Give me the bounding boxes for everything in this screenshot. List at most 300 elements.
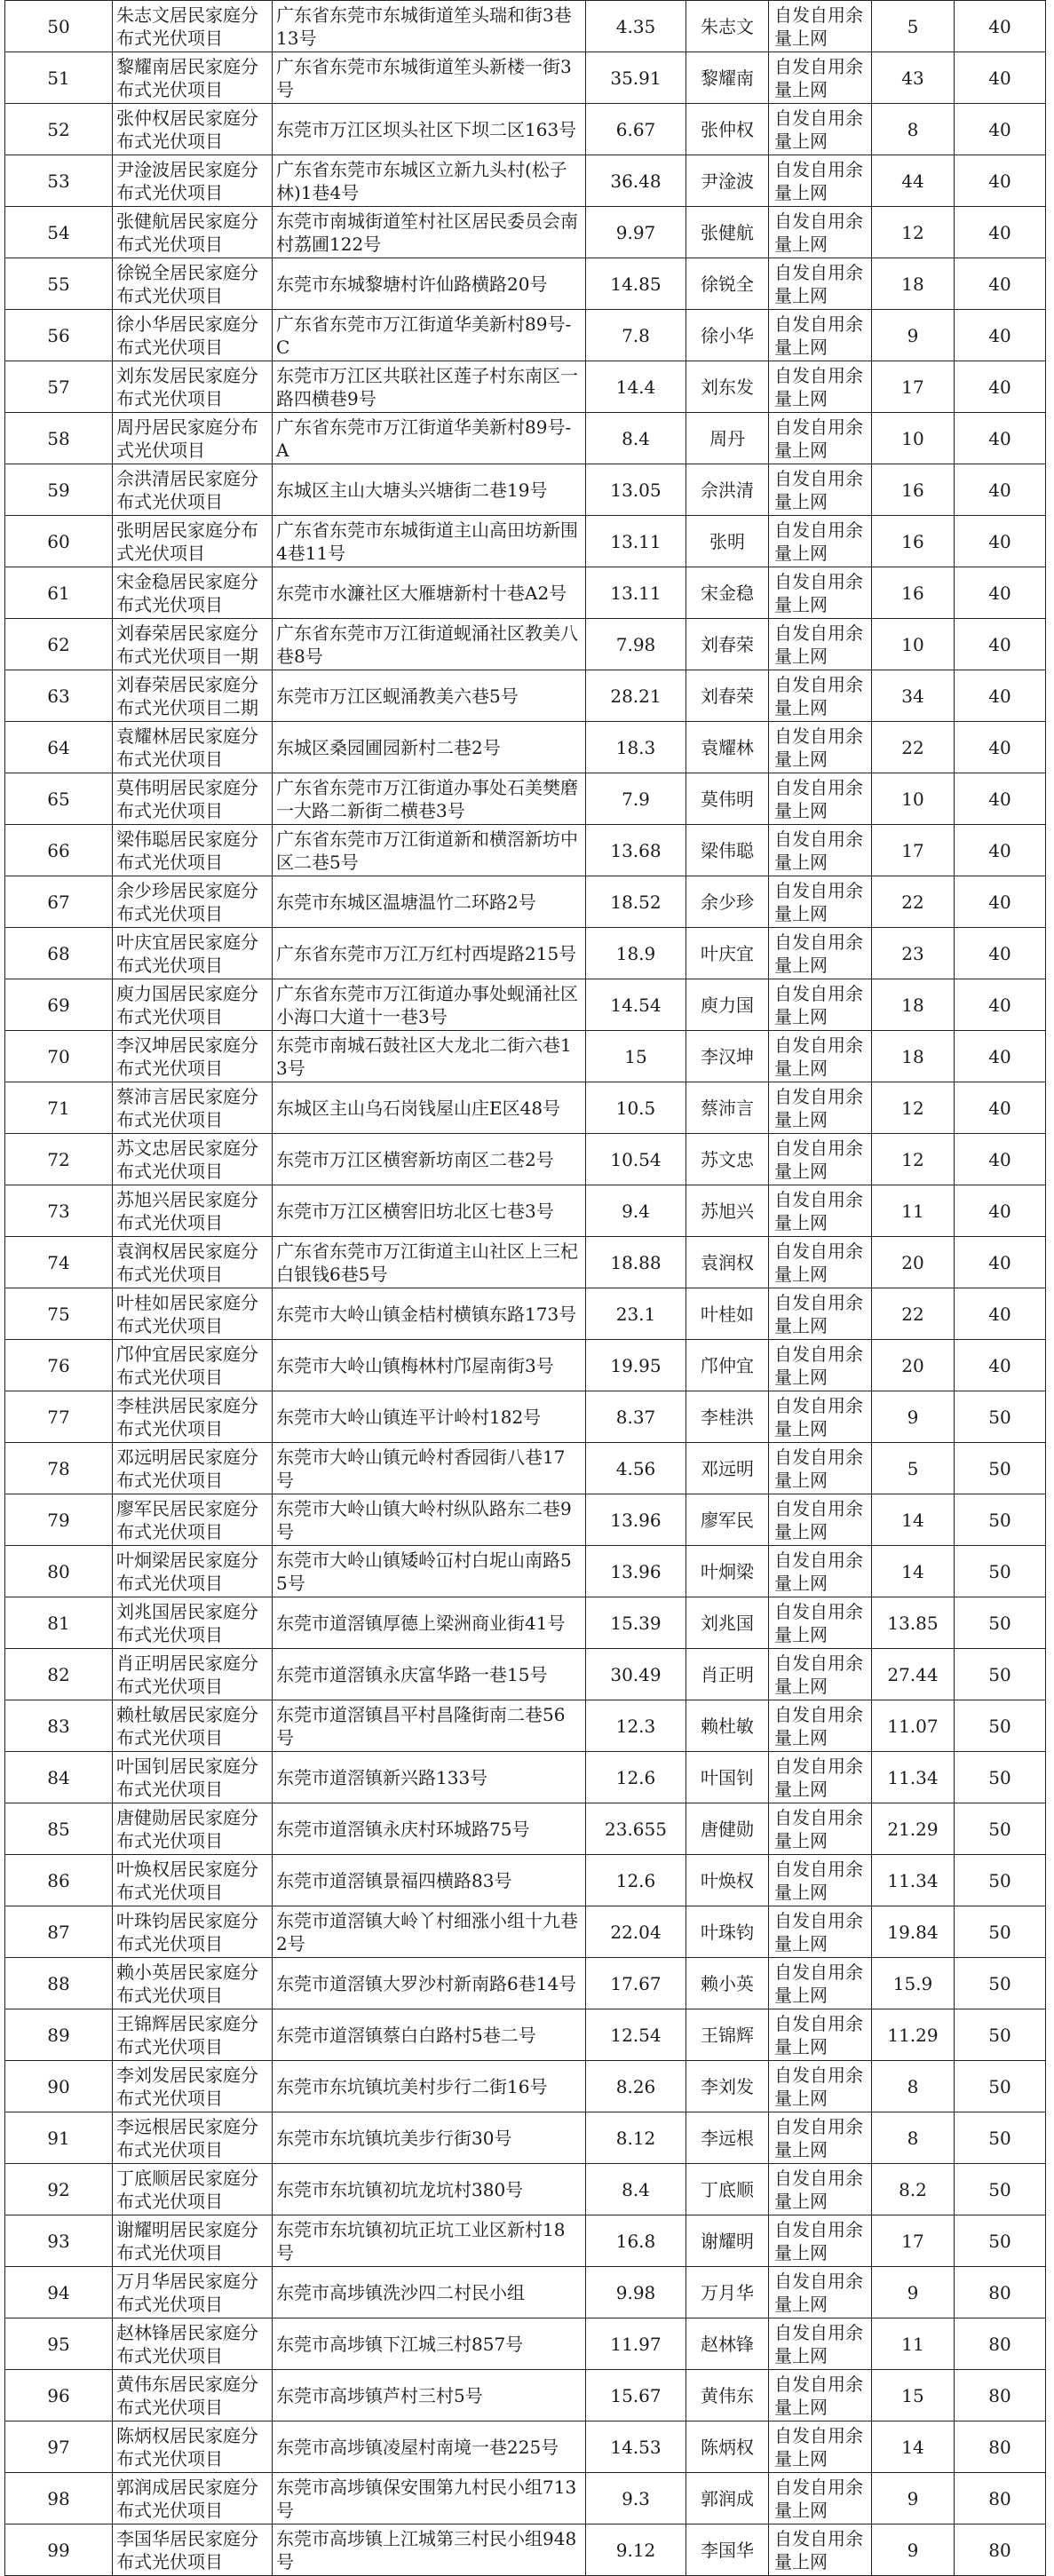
table-row	[5, 2267, 1046, 2318]
capacity-cell: 4.56	[586, 1443, 686, 1494]
address-cell: 东莞市高埗镇下江城三村857号	[273, 2318, 586, 2370]
term-cell: 40	[955, 567, 1046, 619]
generation-cell: 16	[872, 516, 955, 567]
table-body	[5, 1, 1046, 2576]
row-number: 85	[5, 1803, 113, 1855]
address-cell: 广东省东莞市万江街道华美新村89号-A	[273, 413, 586, 464]
term-cell: 40	[955, 310, 1046, 361]
project-name-cell: 万月华居民家庭分布式光伏项目	[113, 2267, 273, 2318]
term-cell: 80	[955, 2421, 1046, 2473]
grid-mode-cell: 自发自用余量上网	[769, 1803, 872, 1855]
capacity-cell: 36.48	[586, 155, 686, 207]
capacity-cell: 8.26	[586, 2061, 686, 2112]
row-number: 68	[5, 928, 113, 979]
table-row	[5, 1494, 1046, 1546]
generation-cell: 11.29	[872, 2009, 955, 2061]
generation-cell: 34	[872, 670, 955, 722]
table-row	[5, 2421, 1046, 2473]
owner-cell: 陈炳权	[686, 2421, 769, 2473]
row-number: 93	[5, 2215, 113, 2267]
project-name-cell: 邝仲宜居民家庭分布式光伏项目	[113, 1340, 273, 1391]
row-number: 51	[5, 52, 113, 104]
owner-cell: 蔡沛言	[686, 1082, 769, 1134]
capacity-cell: 8.37	[586, 1391, 686, 1443]
owner-cell: 赵林锋	[686, 2318, 769, 2370]
project-name-cell: 李远根居民家庭分布式光伏项目	[113, 2112, 273, 2164]
generation-cell: 14	[872, 2421, 955, 2473]
term-cell: 50	[955, 2009, 1046, 2061]
owner-cell: 苏文忠	[686, 1134, 769, 1185]
term-cell: 50	[955, 2164, 1046, 2215]
term-cell: 40	[955, 876, 1046, 928]
project-name-cell: 叶珠钧居民家庭分布式光伏项目	[113, 1906, 273, 1958]
project-name-cell: 宋金稳居民家庭分布式光伏项目	[113, 567, 273, 619]
term-cell: 50	[955, 2215, 1046, 2267]
address-cell: 东莞市万江区横窖新坊南区二巷2号	[273, 1134, 586, 1185]
generation-cell: 15	[872, 2370, 955, 2421]
address-cell: 东莞市大岭山镇矮岭冚村白坭山南路55号	[273, 1546, 586, 1597]
table-row	[5, 2524, 1046, 2576]
table-row	[5, 155, 1046, 207]
owner-cell: 赖小英	[686, 1958, 769, 2009]
grid-mode-cell: 自发自用余量上网	[769, 2267, 872, 2318]
grid-mode-cell: 自发自用余量上网	[769, 670, 872, 722]
generation-cell: 10	[872, 413, 955, 464]
generation-cell: 8	[872, 2112, 955, 2164]
address-cell: 广东省东莞市万江万红村西堤路215号	[273, 928, 586, 979]
table-row	[5, 2009, 1046, 2061]
table-row	[5, 1546, 1046, 1597]
generation-cell: 14	[872, 1494, 955, 1546]
project-table	[4, 0, 1046, 2576]
address-cell: 东莞市道滘镇蔡白白路村5巷二号	[273, 2009, 586, 2061]
capacity-cell: 7.98	[586, 619, 686, 670]
term-cell: 40	[955, 825, 1046, 876]
grid-mode-cell: 自发自用余量上网	[769, 207, 872, 258]
owner-cell: 刘春荣	[686, 619, 769, 670]
grid-mode-cell: 自发自用余量上网	[769, 1288, 872, 1340]
capacity-cell: 16.8	[586, 2215, 686, 2267]
table-row	[5, 2112, 1046, 2164]
capacity-cell: 8.12	[586, 2112, 686, 2164]
address-cell: 东莞市大岭山镇金桔村横镇东路173号	[273, 1288, 586, 1340]
grid-mode-cell: 自发自用余量上网	[769, 1391, 872, 1443]
generation-cell: 12	[872, 207, 955, 258]
owner-cell: 李桂洪	[686, 1391, 769, 1443]
row-number: 58	[5, 413, 113, 464]
capacity-cell: 12.3	[586, 1700, 686, 1752]
grid-mode-cell: 自发自用余量上网	[769, 155, 872, 207]
project-name-cell: 袁耀林居民家庭分布式光伏项目	[113, 722, 273, 773]
row-number: 86	[5, 1855, 113, 1906]
owner-cell: 唐健勋	[686, 1803, 769, 1855]
address-cell: 东莞市道滘镇永庆村环城路75号	[273, 1803, 586, 1855]
grid-mode-cell: 自发自用余量上网	[769, 2318, 872, 2370]
row-number: 62	[5, 619, 113, 670]
row-number: 77	[5, 1391, 113, 1443]
row-number: 84	[5, 1752, 113, 1803]
row-number: 52	[5, 104, 113, 155]
generation-cell: 22	[872, 876, 955, 928]
project-name-cell: 蔡沛言居民家庭分布式光伏项目	[113, 1082, 273, 1134]
table-row	[5, 104, 1046, 155]
generation-cell: 21.29	[872, 1803, 955, 1855]
address-cell: 东莞市东坑镇初坑龙坑村380号	[273, 2164, 586, 2215]
row-number: 66	[5, 825, 113, 876]
grid-mode-cell: 自发自用余量上网	[769, 928, 872, 979]
term-cell: 80	[955, 2370, 1046, 2421]
capacity-cell: 28.21	[586, 670, 686, 722]
term-cell: 50	[955, 2112, 1046, 2164]
row-number: 64	[5, 722, 113, 773]
project-name-cell: 朱志文居民家庭分布式光伏项目	[113, 1, 273, 52]
grid-mode-cell: 自发自用余量上网	[769, 1597, 872, 1649]
owner-cell: 万月华	[686, 2267, 769, 2318]
owner-cell: 刘兆国	[686, 1597, 769, 1649]
capacity-cell: 9.4	[586, 1185, 686, 1237]
generation-cell: 9	[872, 2267, 955, 2318]
project-name-cell: 佘洪清居民家庭分布式光伏项目	[113, 464, 273, 516]
table-row	[5, 2318, 1046, 2370]
term-cell: 40	[955, 413, 1046, 464]
owner-cell: 叶庆宜	[686, 928, 769, 979]
generation-cell: 9	[872, 310, 955, 361]
project-name-cell: 刘兆国居民家庭分布式光伏项目	[113, 1597, 273, 1649]
project-name-cell: 叶庆宜居民家庭分布式光伏项目	[113, 928, 273, 979]
capacity-cell: 14.85	[586, 258, 686, 310]
term-cell: 40	[955, 516, 1046, 567]
table-row	[5, 1906, 1046, 1958]
table-row	[5, 825, 1046, 876]
owner-cell: 邓远明	[686, 1443, 769, 1494]
owner-cell: 宋金稳	[686, 567, 769, 619]
generation-cell: 8	[872, 2061, 955, 2112]
term-cell: 40	[955, 155, 1046, 207]
grid-mode-cell: 自发自用余量上网	[769, 1082, 872, 1134]
project-name-cell: 尹淦波居民家庭分布式光伏项目	[113, 155, 273, 207]
owner-cell: 余少珍	[686, 876, 769, 928]
owner-cell: 李远根	[686, 2112, 769, 2164]
table-row	[5, 2370, 1046, 2421]
project-name-cell: 陈炳权居民家庭分布式光伏项目	[113, 2421, 273, 2473]
table-row	[5, 1185, 1046, 1237]
capacity-cell: 10.5	[586, 1082, 686, 1134]
table-row	[5, 258, 1046, 310]
owner-cell: 黄伟东	[686, 2370, 769, 2421]
project-name-cell: 庾力国居民家庭分布式光伏项目	[113, 979, 273, 1031]
table-row	[5, 1134, 1046, 1185]
grid-mode-cell: 自发自用余量上网	[769, 2009, 872, 2061]
table-row	[5, 722, 1046, 773]
generation-cell: 10	[872, 773, 955, 825]
owner-cell: 谢耀明	[686, 2215, 769, 2267]
row-number: 82	[5, 1649, 113, 1700]
grid-mode-cell: 自发自用余量上网	[769, 567, 872, 619]
address-cell: 广东省东莞市万江街道蚬涌社区教美八巷8号	[273, 619, 586, 670]
owner-cell: 赖杜敏	[686, 1700, 769, 1752]
term-cell: 40	[955, 258, 1046, 310]
term-cell: 40	[955, 1082, 1046, 1134]
capacity-cell: 14.54	[586, 979, 686, 1031]
capacity-cell: 13.96	[586, 1494, 686, 1546]
grid-mode-cell: 自发自用余量上网	[769, 1958, 872, 2009]
project-name-cell: 廖军民居民家庭分布式光伏项目	[113, 1494, 273, 1546]
table-row	[5, 1340, 1046, 1391]
term-cell: 50	[955, 1649, 1046, 1700]
table-row	[5, 1443, 1046, 1494]
grid-mode-cell: 自发自用余量上网	[769, 361, 872, 413]
address-cell: 广东省东莞市万江街道华美新村89号-C	[273, 310, 586, 361]
project-name-cell: 苏旭兴居民家庭分布式光伏项目	[113, 1185, 273, 1237]
project-name-cell: 郭润成居民家庭分布式光伏项目	[113, 2473, 273, 2524]
term-cell: 50	[955, 1855, 1046, 1906]
generation-cell: 11	[872, 2318, 955, 2370]
row-number: 54	[5, 207, 113, 258]
generation-cell: 5	[872, 1, 955, 52]
address-cell: 广东省东莞市万江街道主山社区上三杞白银钱6巷5号	[273, 1237, 586, 1288]
term-cell: 40	[955, 1185, 1046, 1237]
project-name-cell: 肖正明居民家庭分布式光伏项目	[113, 1649, 273, 1700]
address-cell: 广东省东莞市东城街道笙头瑞和街3巷13号	[273, 1, 586, 52]
owner-cell: 叶炯梁	[686, 1546, 769, 1597]
owner-cell: 徐锐全	[686, 258, 769, 310]
table-row	[5, 2473, 1046, 2524]
grid-mode-cell: 自发自用余量上网	[769, 310, 872, 361]
capacity-cell: 30.49	[586, 1649, 686, 1700]
capacity-cell: 6.67	[586, 104, 686, 155]
table-row	[5, 567, 1046, 619]
project-name-cell: 刘春荣居民家庭分布式光伏项目一期	[113, 619, 273, 670]
address-cell: 东莞市道滘镇景福四横路83号	[273, 1855, 586, 1906]
capacity-cell: 4.35	[586, 1, 686, 52]
address-cell: 东莞市道滘镇大罗沙村新南路6巷14号	[273, 1958, 586, 2009]
grid-mode-cell: 自发自用余量上网	[769, 104, 872, 155]
term-cell: 50	[955, 1752, 1046, 1803]
owner-cell: 李汉坤	[686, 1031, 769, 1082]
term-cell: 40	[955, 1, 1046, 52]
generation-cell: 9	[872, 2524, 955, 2576]
generation-cell: 9	[872, 2473, 955, 2524]
capacity-cell: 17.67	[586, 1958, 686, 2009]
table-row	[5, 2164, 1046, 2215]
capacity-cell: 23.655	[586, 1803, 686, 1855]
owner-cell: 庾力国	[686, 979, 769, 1031]
generation-cell: 8	[872, 104, 955, 155]
table-row	[5, 1700, 1046, 1752]
table-row	[5, 1649, 1046, 1700]
owner-cell: 叶珠钧	[686, 1906, 769, 1958]
address-cell: 东莞市东坑镇坑美步行街30号	[273, 2112, 586, 2164]
owner-cell: 梁伟聪	[686, 825, 769, 876]
grid-mode-cell: 自发自用余量上网	[769, 464, 872, 516]
generation-cell: 10	[872, 619, 955, 670]
project-name-cell: 袁润权居民家庭分布式光伏项目	[113, 1237, 273, 1288]
generation-cell: 11	[872, 1185, 955, 1237]
address-cell: 东莞市大岭山镇连平计岭村182号	[273, 1391, 586, 1443]
table-row	[5, 1855, 1046, 1906]
grid-mode-cell: 自发自用余量上网	[769, 1906, 872, 1958]
grid-mode-cell: 自发自用余量上网	[769, 1134, 872, 1185]
table-row	[5, 979, 1046, 1031]
address-cell: 东莞市东坑镇初坑正坑工业区新村18号	[273, 2215, 586, 2267]
term-cell: 50	[955, 1597, 1046, 1649]
address-cell: 东莞市南城街道笙村社区居民委员会南村荔圃122号	[273, 207, 586, 258]
row-number: 72	[5, 1134, 113, 1185]
term-cell: 50	[955, 1391, 1046, 1443]
table-row	[5, 207, 1046, 258]
generation-cell: 14	[872, 1546, 955, 1597]
table-row	[5, 619, 1046, 670]
term-cell: 80	[955, 2318, 1046, 2370]
address-cell: 东莞市高埗镇上江城第三村民小组948号	[273, 2524, 586, 2576]
owner-cell: 莫伟明	[686, 773, 769, 825]
generation-cell: 27.44	[872, 1649, 955, 1700]
address-cell: 广东省东莞市东城街道主山高田坊新围4巷11号	[273, 516, 586, 567]
owner-cell: 徐小华	[686, 310, 769, 361]
table-row	[5, 773, 1046, 825]
term-cell: 50	[955, 1443, 1046, 1494]
grid-mode-cell: 自发自用余量上网	[769, 1031, 872, 1082]
row-number: 60	[5, 516, 113, 567]
generation-cell: 19.84	[872, 1906, 955, 1958]
project-name-cell: 徐小华居民家庭分布式光伏项目	[113, 310, 273, 361]
table-row	[5, 1391, 1046, 1443]
generation-cell: 44	[872, 155, 955, 207]
table-row	[5, 2215, 1046, 2267]
capacity-cell: 13.05	[586, 464, 686, 516]
table-row	[5, 1, 1046, 52]
generation-cell: 18	[872, 979, 955, 1031]
owner-cell: 叶国钊	[686, 1752, 769, 1803]
project-name-cell: 叶焕权居民家庭分布式光伏项目	[113, 1855, 273, 1906]
row-number: 71	[5, 1082, 113, 1134]
row-number: 74	[5, 1237, 113, 1288]
grid-mode-cell: 自发自用余量上网	[769, 1237, 872, 1288]
address-cell: 广东省东莞市东城街道笙头新楼一街3号	[273, 52, 586, 104]
capacity-cell: 19.95	[586, 1340, 686, 1391]
grid-mode-cell: 自发自用余量上网	[769, 1443, 872, 1494]
capacity-cell: 18.88	[586, 1237, 686, 1288]
address-cell: 东莞市大岭山镇大岭村纵队路东二巷9号	[273, 1494, 586, 1546]
table-row	[5, 1082, 1046, 1134]
capacity-cell: 9.12	[586, 2524, 686, 2576]
row-number: 73	[5, 1185, 113, 1237]
term-cell: 80	[955, 2524, 1046, 2576]
address-cell: 东莞市万江区坝头社区下坝二区163号	[273, 104, 586, 155]
project-name-cell: 赖杜敏居民家庭分布式光伏项目	[113, 1700, 273, 1752]
capacity-cell: 14.53	[586, 2421, 686, 2473]
owner-cell: 张明	[686, 516, 769, 567]
project-name-cell: 梁伟聪居民家庭分布式光伏项目	[113, 825, 273, 876]
capacity-cell: 13.96	[586, 1546, 686, 1597]
term-cell: 40	[955, 52, 1046, 104]
owner-cell: 李国华	[686, 2524, 769, 2576]
address-cell: 东莞市大岭山镇梅林村邝屋南街3号	[273, 1340, 586, 1391]
owner-cell: 袁耀林	[686, 722, 769, 773]
project-name-cell: 张健航居民家庭分布式光伏项目	[113, 207, 273, 258]
project-name-cell: 叶国钊居民家庭分布式光伏项目	[113, 1752, 273, 1803]
address-cell: 东莞市高埗镇洗沙四二村民小组	[273, 2267, 586, 2318]
term-cell: 40	[955, 722, 1046, 773]
capacity-cell: 10.54	[586, 1134, 686, 1185]
project-name-cell: 唐健勋居民家庭分布式光伏项目	[113, 1803, 273, 1855]
row-number: 91	[5, 2112, 113, 2164]
row-number: 75	[5, 1288, 113, 1340]
address-cell: 东莞市高埗镇凌屋村南境一巷225号	[273, 2421, 586, 2473]
address-cell: 东莞市高埗镇芦村三村5号	[273, 2370, 586, 2421]
address-cell: 东莞市万江区横窖旧坊北区七巷3号	[273, 1185, 586, 1237]
grid-mode-cell: 自发自用余量上网	[769, 2061, 872, 2112]
grid-mode-cell: 自发自用余量上网	[769, 1340, 872, 1391]
address-cell: 东莞市东坑镇坑美村步行二街16号	[273, 2061, 586, 2112]
generation-cell: 15.9	[872, 1958, 955, 2009]
project-name-cell: 徐锐全居民家庭分布式光伏项目	[113, 258, 273, 310]
capacity-cell: 9.97	[586, 207, 686, 258]
row-number: 80	[5, 1546, 113, 1597]
table-row	[5, 310, 1046, 361]
term-cell: 40	[955, 979, 1046, 1031]
generation-cell: 11.07	[872, 1700, 955, 1752]
row-number: 50	[5, 1, 113, 52]
address-cell: 东莞市道滘镇厚德上梁洲商业街41号	[273, 1597, 586, 1649]
table-row	[5, 1031, 1046, 1082]
address-cell: 广东省东莞市万江街道办事处蚬涌社区小海口大道十一巷3号	[273, 979, 586, 1031]
owner-cell: 叶焕权	[686, 1855, 769, 1906]
generation-cell: 23	[872, 928, 955, 979]
owner-cell: 肖正明	[686, 1649, 769, 1700]
address-cell: 东莞市南城石鼓社区大龙北二街六巷13号	[273, 1031, 586, 1082]
table-row	[5, 876, 1046, 928]
row-number: 57	[5, 361, 113, 413]
address-cell: 东莞市万江区共联社区莲子村东南区一路四横巷9号	[273, 361, 586, 413]
address-cell: 东城区桑园圃园新村二巷2号	[273, 722, 586, 773]
address-cell: 东城区主山乌石岗钱屋山庄E区48号	[273, 1082, 586, 1134]
generation-cell: 8.2	[872, 2164, 955, 2215]
project-name-cell: 李桂洪居民家庭分布式光伏项目	[113, 1391, 273, 1443]
row-number: 90	[5, 2061, 113, 2112]
project-name-cell: 赵林锋居民家庭分布式光伏项目	[113, 2318, 273, 2370]
term-cell: 50	[955, 1958, 1046, 2009]
table-row	[5, 670, 1046, 722]
grid-mode-cell: 自发自用余量上网	[769, 516, 872, 567]
address-cell: 东莞市道滘镇新兴路133号	[273, 1752, 586, 1803]
grid-mode-cell: 自发自用余量上网	[769, 258, 872, 310]
owner-cell: 袁润权	[686, 1237, 769, 1288]
capacity-cell: 15.67	[586, 2370, 686, 2421]
address-cell: 广东省东莞市万江街道办事处石美樊磨一大路二新街二横巷3号	[273, 773, 586, 825]
owner-cell: 佘洪清	[686, 464, 769, 516]
row-number: 63	[5, 670, 113, 722]
project-name-cell: 张仲权居民家庭分布式光伏项目	[113, 104, 273, 155]
term-cell: 40	[955, 1237, 1046, 1288]
term-cell: 50	[955, 1546, 1046, 1597]
grid-mode-cell: 自发自用余量上网	[769, 876, 872, 928]
address-cell: 东莞市水濂社区大雁塘新村十巷A2号	[273, 567, 586, 619]
grid-mode-cell: 自发自用余量上网	[769, 2473, 872, 2524]
term-cell: 40	[955, 1031, 1046, 1082]
address-cell: 东莞市道滘镇永庆富华路一巷15号	[273, 1649, 586, 1700]
project-name-cell: 余少珍居民家庭分布式光伏项目	[113, 876, 273, 928]
address-cell: 东莞市万江区蚬涌教美六巷5号	[273, 670, 586, 722]
term-cell: 80	[955, 2473, 1046, 2524]
owner-cell: 刘东发	[686, 361, 769, 413]
capacity-cell: 12.6	[586, 1752, 686, 1803]
capacity-cell: 18.9	[586, 928, 686, 979]
project-name-cell: 刘东发居民家庭分布式光伏项目	[113, 361, 273, 413]
project-name-cell: 苏文忠居民家庭分布式光伏项目	[113, 1134, 273, 1185]
address-cell: 东莞市东城区温塘温竹二环路2号	[273, 876, 586, 928]
row-number: 96	[5, 2370, 113, 2421]
